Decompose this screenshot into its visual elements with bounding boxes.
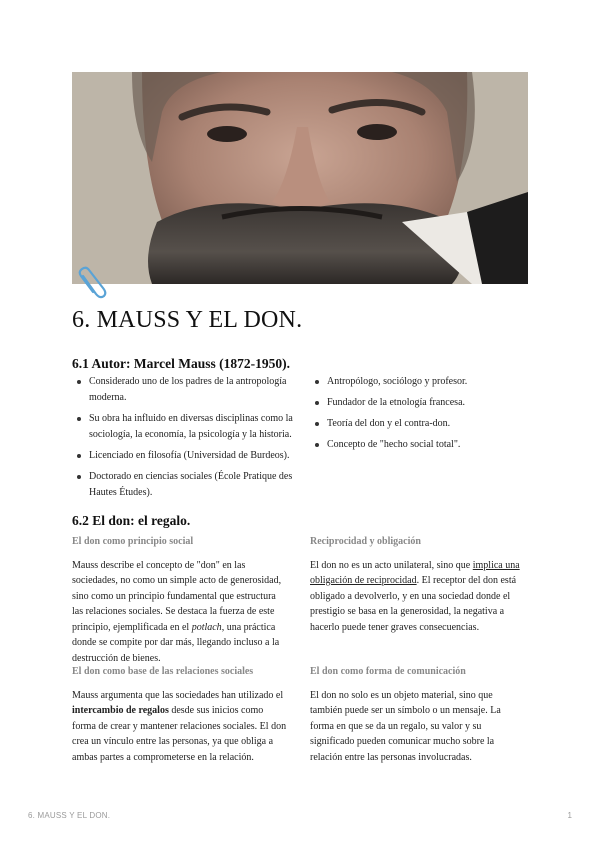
block-principio-social <box>72 534 287 666</box>
block-text: Mauss argumenta que las sociedades han utilizado el intercambio de regalos desde sus inicios como forma de crear y mantener relaciones sociales. El don crea un vínculo entre las personas, ya que obliga a ambas partes a comprometerse en la relación. <box>72 689 287 763</box>
list-item: Licenciado en filosofía (Universidad de Burdeos). <box>72 448 298 464</box>
list-item: Doctorado en ciencias sociales (École Pratique des Hautes Études). <box>72 469 298 501</box>
list-item: Fundador de la etnología francesa. <box>310 395 530 411</box>
block-title: El don como principio social <box>72 536 194 547</box>
block-title: Reciprocidad y obligación <box>310 536 421 547</box>
page-title: 6. MAUSS Y EL DON. <box>72 307 303 333</box>
block-text: El don no solo es un objeto material, sino que también puede ser un símbolo o un mensaje. La forma en que se da un regalo, su valor y su significado pueden comunicar mucho sobre la relación entre las personas involucradas. <box>310 689 501 763</box>
portrait-photo <box>72 72 528 284</box>
page-number: 1 <box>567 811 572 820</box>
footer-title: 6. MAUSS Y EL DON. <box>28 811 111 820</box>
list-item: Antropólogo, sociólogo y profesor. <box>310 374 530 390</box>
block-text: El don no es un acto unilateral, sino que implica una obligación de reciprocidad. El receptor del don está obligado a devolverlo, y en una sociedad donde el prestigio se basa en la generosidad, la negativa a hacerlo puede tener graves consecuencias. <box>310 559 520 633</box>
paperclip-icon <box>74 266 108 302</box>
list-item: Su obra ha influido en diversas disciplinas como la sociología, la economía, la psicología y la historia. <box>72 411 298 443</box>
author-list-left <box>72 374 298 506</box>
block-title: El don como base de las relaciones sociales <box>72 666 254 677</box>
author-list-right <box>310 374 530 458</box>
underlined-phrase: implica una obligación de reciprocidad <box>310 559 520 586</box>
list-item: Considerado uno de los padres de la antropología moderna. <box>72 374 298 406</box>
list-item: Teoría del don y el contra-don. <box>310 416 530 432</box>
block-comunicacion <box>310 664 525 765</box>
block-reciprocidad <box>310 534 525 635</box>
section-heading-don: 6.2 El don: el regalo. <box>72 513 191 528</box>
block-relaciones-sociales <box>72 664 287 765</box>
section-heading-autor: 6.1 Autor: Marcel Mauss (1872-1950). <box>72 356 290 371</box>
block-text: Mauss describe el concepto de "don" en las sociedades, no como un simple acto de generosidad, sino como un principio fundamental que estructura las relaciones sociales. Se destaca la fuerza de este principio, ejemplificada en el potlach, una práctica donde se compite por dar más, llegando incluso a la destrucción de bienes. <box>72 559 282 664</box>
block-title: El don como forma de comunicación <box>310 666 466 677</box>
list-item: Concepto de "hecho social total". <box>310 437 530 453</box>
